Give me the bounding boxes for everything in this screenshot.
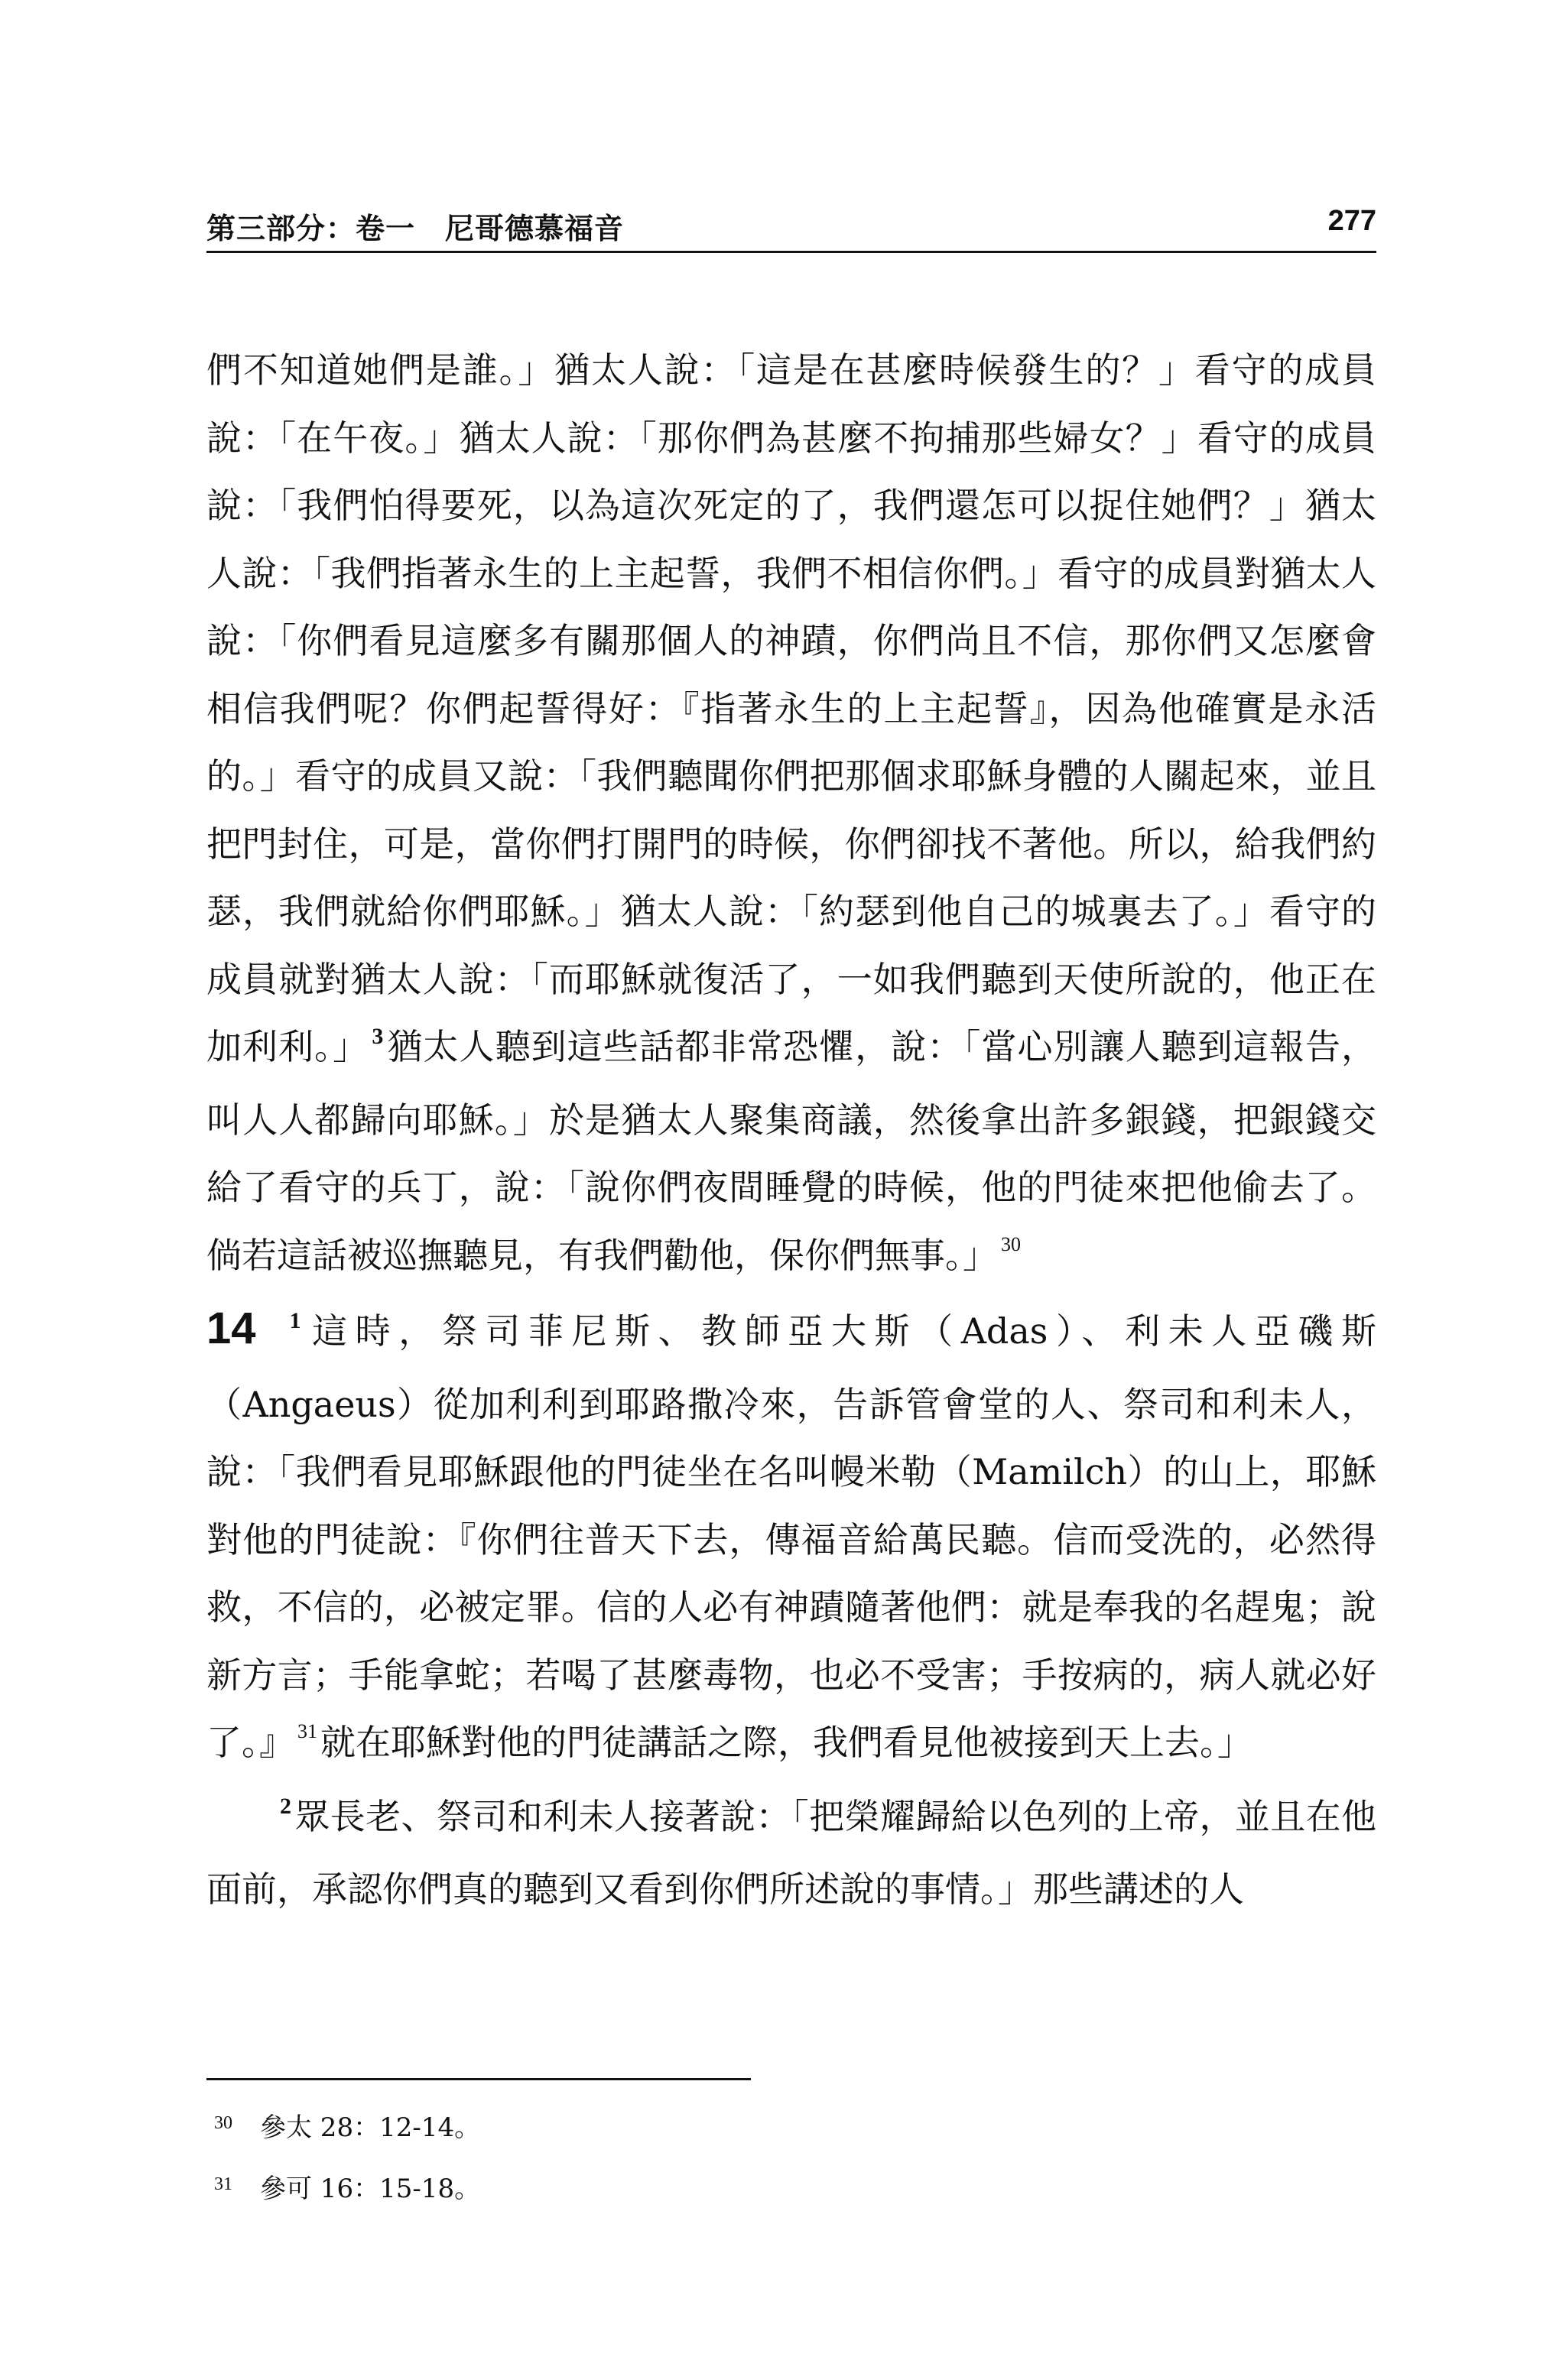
chapter-number: 14	[206, 1304, 256, 1353]
page-number: 277	[1327, 205, 1376, 237]
footnote-number: 31	[214, 2174, 232, 2194]
footnote-ref: 30	[1001, 1232, 1021, 1255]
verse-number: 2	[280, 1793, 291, 1819]
footnotes	[206, 2106, 1376, 2229]
main-text	[206, 336, 1376, 1924]
footnote-divider	[206, 2078, 751, 2080]
verse-number: 3	[372, 1024, 384, 1049]
paragraph-text: 就在耶穌對他的門徒講話之際，我們看見他被接到天上去。」	[320, 1722, 1252, 1763]
footnote-text: 參可 16：15-18。	[260, 2174, 481, 2204]
verse-number: 1	[289, 1308, 301, 1333]
paragraph-2	[206, 1295, 1376, 1783]
running-header	[206, 205, 1376, 253]
paragraph-3	[206, 1783, 1376, 1924]
paragraph-text: 們不知道她們是誰。」猶太人說：「這是在甚麼時候發生的？」看守的成員說：「在午夜。」猶太人說：「那你們為甚麼不拘捕那些婦女？」看守的成員說：「我們怕得要死，以為這次死定的了，我們還怎可以捉住她們？」猶太人說：「我們指著永生的上主起誓，我們不相信你們。」看守的成員對猶太人說：「你們看見這麼多有關那個人的神蹟，你們尚且不信，那你們又怎麼會相信我們呢？你們起誓得好：『指著永生的上主起誓』，因為他確實是永活的。」看守的成員又說：「我們聽聞你們把那個求耶穌身體的人關起來，並且把門封住，可是，當你們打開門的時候，你們卻找不著他。所以，給我們約瑟，我們就給你們耶穌。」猶太人說：「約瑟到他自己的城裏去了。」看守的成員就對猶太人說：「而耶穌就復活了，一如我們聽到天使所說的，他正在加利利。」	[206, 349, 1376, 1067]
footnote-ref: 31	[297, 1720, 317, 1742]
footnote-text: 參太 28：12-14。	[260, 2112, 481, 2143]
paragraph-1	[206, 336, 1376, 1295]
paragraph-text: 這時，祭司菲尼斯、教師亞大斯（Adas）、利未人亞磯斯（Angaeus）從加利利到耶路撒冷來，告訴管會堂的人、祭司和利未人，說：「我們看見耶穌跟他的門徒坐在名叫幔米勒（Mamilch）的山上，耶穌對他的門徒說：『你們往普天下去，傳福音給萬民聽。信而受洗的，必然得救，不信的，必被定罪。信的人必有神蹟隨著他們：就是奉我的名趕鬼；說新方言；手能拿蛇；若喝了甚麼毒物，也必不受害；手按病的，病人就必好了。』	[206, 1310, 1376, 1763]
paragraph-text: 眾長老、祭司和利未人接著說：「把榮耀歸給以色列的上帝，並且在他面前，承認你們真的聽到又看到你們所述說的事情。」那些講述的人	[206, 1795, 1376, 1910]
footnote	[206, 2167, 1376, 2229]
footnote-number: 30	[214, 2113, 232, 2133]
footnote	[206, 2106, 1376, 2167]
header-title: 第三部分：卷一 尼哥德慕福音	[206, 212, 625, 245]
paragraph-text: 猶太人聽到這些話都非常恐懼，說：「當心別讓人聽到這報告，叫人人都歸向耶穌。」於是猶太人聚集商議，然後拿出許多銀錢，把銀錢交給了看守的兵丁，說：「說你們夜間睡覺的時候，他的門徒來把他偷去了。倘若這話被巡撫聽見，有我們勸他，保你們無事。」	[206, 1026, 1377, 1276]
